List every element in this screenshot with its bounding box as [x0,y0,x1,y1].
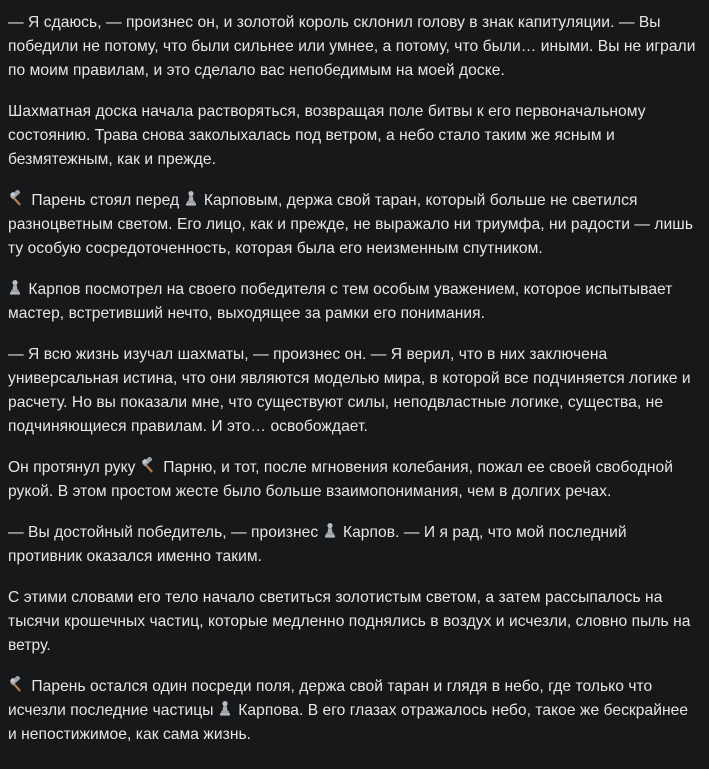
paragraph-text: Шахматная доска начала растворяться, возвращая поле битвы к его первоначальному состоянию. Трава снова заколыхалась под ветром, а небо стало таким же ясным и безмятежным, как и прежде. [8,103,646,168]
paragraph-text: Парень стоял перед [27,192,184,209]
hammer-icon [140,457,157,474]
paragraph [8,586,701,658]
paragraph [8,343,701,439]
paragraph-text: — Я сдаюсь, — произнес он, и золотой король склонил голову в знак капитуляции. — Вы победили не потому, что были сильнее или умнее, а потому, что были… иными. Вы не играли по моим правилам, и это сделало вас непобедимым на моей доске. [8,14,696,79]
paragraph [8,675,701,747]
paragraph-text: Карпова. В его глазах отражалось небо, такое же бескрайнее и непостижимое, как сама жизнь. [8,702,689,743]
paragraph-text: С этими словами его тело начало светиться золотистым светом, а затем рассыпалось на тысячи крошечных частиц, которые медленно поднялись в воздух и исчезли, словно пыль на ветру. [8,589,691,654]
paragraph-text: Карповым, держа свой таран, который больше не светился разноцветным светом. Его лицо, как и прежде, не выражало ни триумфа, ни радости — лишь ту особую сосредоточенность, которая была его неизменным спутником. [8,192,694,257]
paragraph-text: Парню, и тот, после мгновения колебания, пожал ее своей свободной рукой. В этом простом жесте было больше взаимопонимания, чем в долгих речах. [8,459,674,500]
paragraph [8,100,701,172]
story-text [8,11,701,747]
hammer-icon [8,676,25,693]
paragraph [8,189,701,261]
paragraph [8,278,701,326]
chess-pawn-icon [218,700,232,717]
hammer-icon [8,190,25,207]
paragraph [8,456,701,504]
chess-pawn-icon [8,279,22,296]
paragraph [8,11,701,83]
paragraph-text: Карпов. — И я рад, что мой последний противник оказался именно таким. [8,524,627,565]
paragraph [8,521,701,569]
paragraph-text: Парень остался один посреди поля, держа свой таран и глядя в небо, где только что исчезли последние частицы [8,678,653,719]
paragraph-text: — Я всю жизнь изучал шахматы, — произнес он. — Я верил, что в них заключена универсальная истина, что они являются моделью мира, в которой все подчиняется логике и расчету. Но вы показали мне, что существуют силы, неподвластные логике, существа, не подчиняющиеся правилам. И это… освобождает. [8,346,691,435]
paragraph-text: Он протянул руку [8,459,140,476]
chess-pawn-icon [184,190,198,207]
chess-pawn-icon [323,522,337,539]
paragraph-text: — Вы достойный победитель, — произнес [8,524,323,541]
paragraph-text: Карпов посмотрел на своего победителя с тем особым уважением, которое испытывает мастер, встретивший нечто, выходящее за рамки его понимания. [8,281,673,322]
